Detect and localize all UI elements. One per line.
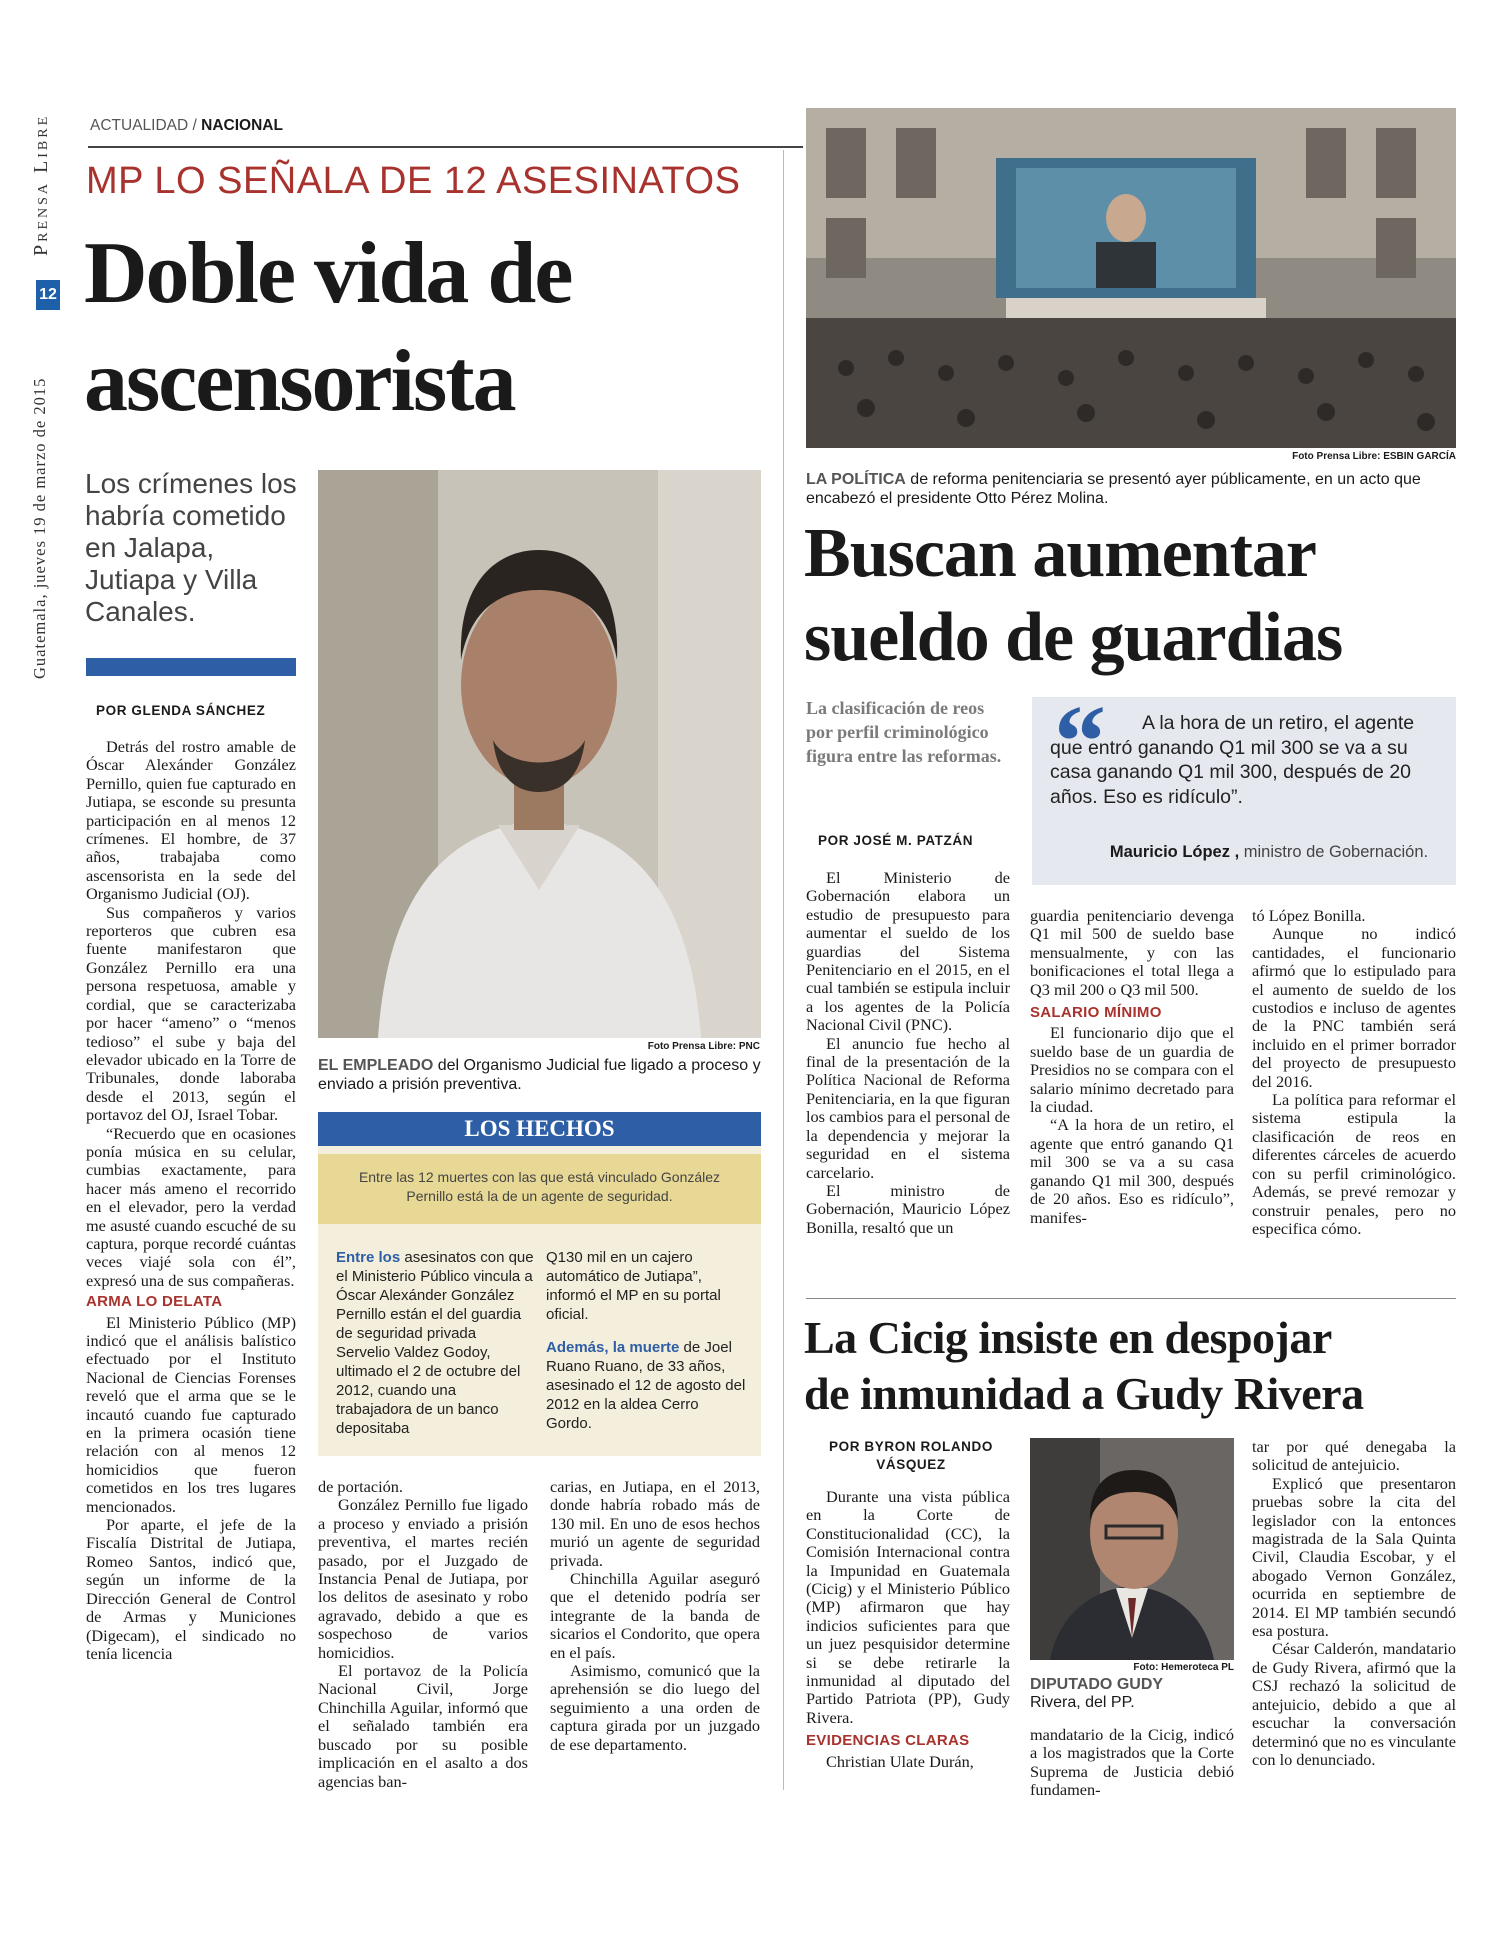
paragraph: El funcionario dijo que el sueldo base de un guardia de Presidios no se compara con el salario mínimo decretado para la ciudad. bbox=[1030, 1023, 1234, 1117]
story1-byline: POR GLENDA SÁNCHEZ bbox=[96, 703, 266, 718]
quote-mark-icon: “ bbox=[1054, 684, 1106, 799]
section-category: ACTUALIDAD bbox=[90, 117, 189, 134]
paragraph: El ministro de Gobernación, Mauricio López Bonilla, resaltó que un bbox=[806, 1180, 1010, 1237]
facts-left-lead: Entre los bbox=[336, 1249, 401, 1266]
paragraph: Por aparte, el jefe de la Fiscalía Distrital de Jutiapa, Romeo Santos, indicó que, según un informe de la Dirección General de Control de Armas y Municiones (Digecam), el sindicado no tenía licencia bbox=[86, 1515, 296, 1663]
quote-attribution bbox=[1084, 843, 1454, 862]
story-divider bbox=[806, 1298, 1456, 1299]
quote-author: Mauricio López , bbox=[1109, 843, 1240, 861]
paragraph: de portación. bbox=[318, 1477, 403, 1496]
facts-right-lead: Además, la muerte bbox=[546, 1339, 680, 1356]
story2-col1 bbox=[806, 869, 1010, 1237]
paragraph: El portavoz de la Policía Nacional Civil, Jorge Chinchilla Aguilar, informó que el señalado también era buscado por su posible implicación en el asalto a dos agencias ban- bbox=[318, 1661, 528, 1791]
story2-photo-credit: Foto Prensa Libre: ESBIN GARCÍA bbox=[1292, 451, 1456, 462]
masthead-vertical bbox=[30, 100, 66, 740]
paragraph: Sus compañeros y varios reporteros que cubren esa fuente manifestaron que González Pernillo era una persona respetuosa, amable y cordial, que se caracterizaba por hacer “ameno” o “menos tedioso” el sube y baja del elevador ubicado en la Torre de Tribunales, donde laboraba desde el 2013, según el portavoz del OJ, Israel Tobar. bbox=[86, 902, 296, 1125]
story1-col1 bbox=[86, 738, 296, 1663]
paragraph: El Ministerio de Gobernación elabora un estudio de presupuesto para aumentar el sueldo de los guardias del Sistema Penitenciario en el 2015, en el cual también se estipula incluir a los agentes de la Policía Nacional Civil (PNC). bbox=[806, 868, 1010, 1035]
paragraph: Durante una vista pública en la Corte de Constitucionalidad (CC), la Comisión Internacional contra la Impunidad en Guatemala (Cicig) y el Ministerio Público (MP) afirmaron que hay indicios suficientes para que un juez pesquisidor determine si se debe retirarle la inmunidad al diputado del Partido Patriota (PP), Gudy Rivera. bbox=[806, 1487, 1010, 1727]
story2-photo-event bbox=[806, 108, 1456, 448]
facts-box bbox=[318, 1112, 761, 1456]
story2-headline bbox=[804, 512, 1342, 680]
story3-headline bbox=[804, 1310, 1364, 1422]
paragraph: Detrás del rostro amable de Óscar Alexánder González Pernillo, quien fue capturado en Jutiapa, se esconde su presunta participación en al menos 12 crímenes. El hombre, de 37 años, trabajaba como ascensorista en la sede del Organismo Judicial (OJ). bbox=[86, 737, 296, 904]
story1-headline-line2: ascensorista bbox=[84, 333, 515, 430]
story1-photo-caption bbox=[318, 1056, 763, 1094]
paragraph: mandatario de la Cicig, indicó a los magistrados que la Corte Suprema de Justicia debió fundamen- bbox=[1030, 1725, 1234, 1800]
paragraph: La política para reformar el sistema estipula la clasificación de reos en diferentes cárceles de acuerdo con su perfil criminológico. Además, se prevé remozar y construir penales, pero no especifica cómo. bbox=[1252, 1090, 1456, 1238]
paragraph: guardia penitenciario devenga Q1 mil 500 de sueldo base mensualmente, y con las bonificaciones el total llega a Q3 mil 200 o Q3 mil 500. bbox=[1030, 906, 1234, 999]
paragraph: El Ministerio Público (MP) indicó que el análisis balístico efectuado por el Instituto Nacional de Ciencias Forenses reveló que el arma que se le incautó cuando fue capturado en la primera ocasión tiene relación con al menos 12 homicidios que fueron cometidos en los tres lugares mencionados. bbox=[86, 1312, 296, 1516]
paragraph: Explicó que presentaron pruebas sobre la cita del legislador con la entonces magistrada de la Sala Quinta Civil, Claudia Escobar, y el abogado Vernon González, ocurrida en septiembre de 2014. El MP también secundó esa postura. bbox=[1252, 1473, 1456, 1641]
paragraph: Chinchilla Aguilar aseguró que el detenido podría ser integrante de la banda de sicarios el Condorito, que opera en el país. bbox=[550, 1569, 760, 1662]
story3-col1 bbox=[806, 1488, 1010, 1771]
paragraph: “A la hora de un retiro, el agente que entró ganando Q1 mil 300 se va a su casa ganando Q1 mil 300, después de 20 años. Eso es ridículo”, manifes- bbox=[1030, 1115, 1234, 1227]
story2-headline-line2: sueldo de guardias bbox=[804, 599, 1343, 676]
story1-deck: Los crímenes los habría cometido en Jalapa, Jutiapa y Villa Canales. bbox=[85, 468, 297, 627]
page-number: 12 bbox=[36, 280, 60, 310]
caption-text: de reforma penitenciaria se presentó ayer públicamente, en un acto que encabezó el presidente Otto Pérez Molina. bbox=[806, 471, 1421, 507]
story3-photo-credit: Foto: Hemeroteca PL bbox=[1133, 1662, 1234, 1673]
paragraph: González Pernillo fue ligado a proceso y enviado a prisión preventiva, el martes recién pasado, por el Juzgado de Instancia Penal de Jutiapa, por los delitos de asesinato y robo agravado, debido a que es sospechoso de varios homicidios. bbox=[318, 1495, 528, 1662]
story1-subhead-arma: ARMA LO DELATA bbox=[86, 1293, 223, 1311]
publication-name: Prensa Libre bbox=[30, 113, 52, 257]
paragraph: César Calderón, mandatario de Gudy Rivera, afirmó que la CSJ rechazó la solicitud de antejuicio, debido a que al escuchar la conversación determinó que no es vinculante con lo denunciado. bbox=[1252, 1639, 1456, 1769]
paragraph: “Recuerdo que en ocasiones ponía música en su celular, cumbias exactamente, para hacer más ameno el recorrido en el elevador, pero la verdad me asusté cuando escuché de su captura, porque recordé cuántas veces viajé sola con él”, expresó una de sus compañeras. bbox=[86, 1123, 296, 1290]
facts-intro: Entre las 12 muertes con las que está vinculado González Pernillo está la de un agente de seguridad. bbox=[318, 1154, 761, 1224]
facts-title: LOS HECHOS bbox=[318, 1112, 761, 1146]
caption-text: Rivera, del PP. bbox=[1030, 1694, 1135, 1711]
story3-col3 bbox=[1252, 1438, 1456, 1769]
story1-headline bbox=[84, 220, 571, 436]
story2-col2 bbox=[1030, 907, 1234, 1227]
paragraph: carias, en Jutiapa, en el 2013, donde habría robado más de 130 mil. En uno de esos hechos murió un agente de seguridad privada. bbox=[550, 1477, 760, 1570]
section-subcategory: NACIONAL bbox=[201, 117, 283, 134]
paragraph: tar por qué denegaba la solicitud de antejuicio. bbox=[1252, 1437, 1456, 1475]
story1-col3 bbox=[550, 1478, 760, 1754]
story1-col2 bbox=[318, 1478, 528, 1791]
facts-left-text: asesinatos con que el Ministerio Público vincula a Óscar Alexánder González Pernillo están el del guardia de seguridad privada Servelio Valdez Godoy, ultimado el 2 de octubre del 2012, cuando una trabajadora de un banco depositaba bbox=[336, 1249, 534, 1437]
section-rule bbox=[88, 146, 803, 148]
quote-text: A la hora de un retiro, el agente que entró ganando Q1 mil 300 se va a su casa ganando Q1 mil 300, después de 20 años. Eso es ridículo”. bbox=[1050, 712, 1415, 808]
facts-right-text2: de Joel Ruano Ruano, de 33 años, asesinado el 12 de agosto del 2012 en la aldea Cerro Gordo. bbox=[546, 1339, 746, 1432]
facts-col-right bbox=[546, 1248, 746, 1433]
caption-lead: EL EMPLEADO bbox=[318, 1057, 434, 1074]
caption-text: del Organismo Judicial fue ligado a proceso y enviado a prisión preventiva. bbox=[318, 1057, 761, 1093]
story3-headline-line1: La Cicig insiste en despojar bbox=[804, 1312, 1332, 1363]
story3-subhead-evidencias: EVIDENCIAS CLARAS bbox=[806, 1732, 970, 1750]
story3-headline-line2: de inmunidad a Gudy Rivera bbox=[804, 1368, 1364, 1419]
paragraph: Christian Ulate Durán, bbox=[826, 1751, 974, 1771]
story2-byline: POR JOSÉ M. PATZÁN bbox=[818, 833, 974, 848]
story1-kicker: MP LO SEÑALA DE 12 ASESINATOS bbox=[86, 160, 741, 202]
story2-col3 bbox=[1252, 907, 1456, 1238]
story1-deck-bar bbox=[86, 658, 296, 676]
story1-photo-employee bbox=[318, 470, 761, 1038]
story2-photo-caption bbox=[806, 470, 1456, 508]
paragraph: tó López Bonilla. bbox=[1252, 906, 1366, 925]
story2-subhead-salario: SALARIO MÍNIMO bbox=[1030, 1004, 1162, 1022]
facts-col-left bbox=[336, 1248, 534, 1438]
story3-photo-gudy bbox=[1030, 1438, 1234, 1660]
story2-deck: La clasificación de reos por perfil criminológico figura entre las reformas. bbox=[806, 698, 1002, 766]
column-rule bbox=[783, 150, 784, 1790]
quote-box bbox=[1032, 684, 1456, 885]
story2-headline-line1: Buscan aumentar bbox=[804, 515, 1316, 592]
caption-lead: DIPUTADO GUDY bbox=[1030, 1676, 1164, 1693]
story1-photo-credit: Foto Prensa Libre: PNC bbox=[647, 1041, 760, 1052]
quote-role: ministro de Gobernación. bbox=[1239, 843, 1429, 861]
caption-lead: LA POLÍTICA bbox=[806, 471, 906, 488]
story3-col2 bbox=[1030, 1726, 1234, 1800]
section-label: ACTUALIDAD / NACIONAL bbox=[90, 117, 283, 134]
paragraph: Asimismo, comunicó que la aprehensión se dio luego del seguimiento a una orden de captura girada por un juzgado de ese departamento. bbox=[550, 1661, 760, 1754]
story1-headline-line1: Doble vida de bbox=[84, 225, 572, 322]
paragraph: El anuncio fue hecho al final de la presentación de la Política Nacional de Reforma Penitenciaria, en la que figuran los cambios para el personal de la dependencia y mejorar la seguridad en el sistema carcelario. bbox=[806, 1033, 1010, 1182]
story3-photo-caption bbox=[1030, 1676, 1234, 1712]
story3-byline: POR BYRON ROLANDO VÁSQUEZ bbox=[829, 1439, 993, 1472]
dateline: Guatemala, jueves 19 de marzo de 2015 bbox=[30, 377, 49, 679]
facts-right-text1: Q130 mil en un cajero automático de Jutiapa”, informó el MP en su portal oficial. bbox=[546, 1249, 721, 1323]
paragraph: Aunque no indicó cantidades, el funcionario afirmó que lo estipulado para el aumento de sueldo de los custodios e incluso de agentes de la PNC también será incluido en el primer borrador del proyecto de presupuesto del 2016. bbox=[1252, 924, 1456, 1091]
